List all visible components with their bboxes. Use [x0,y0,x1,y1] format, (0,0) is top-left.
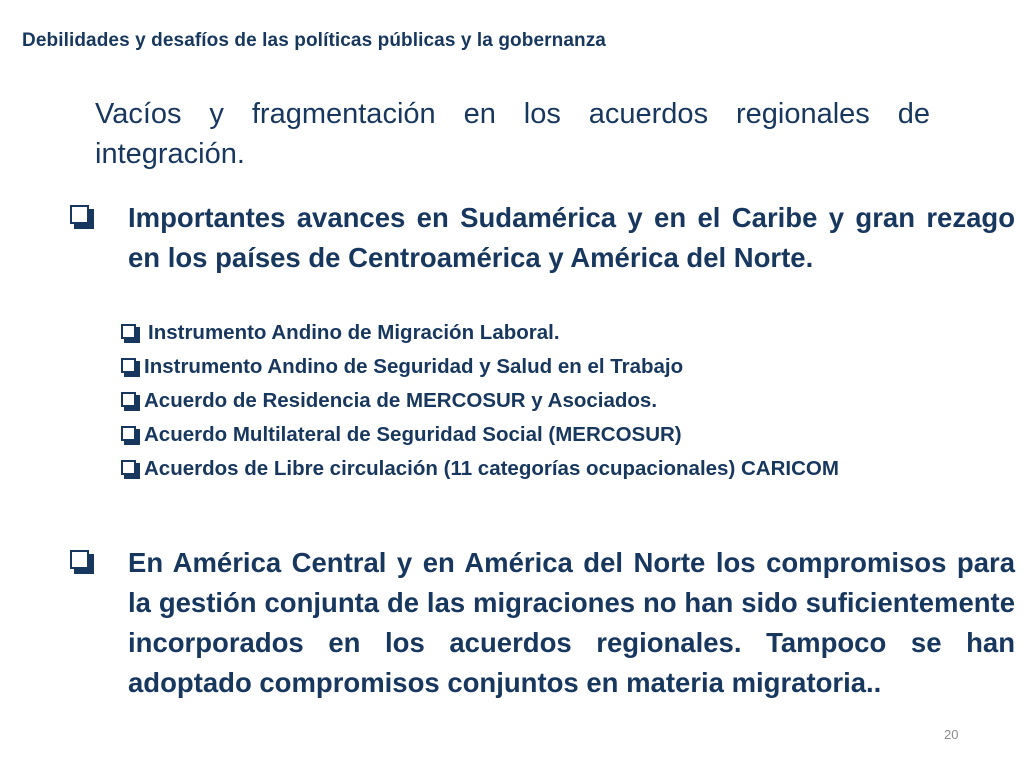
checkbox-square-icon [121,392,140,411]
sub-bullet-item [121,452,1001,486]
checkbox-square-icon [121,358,140,377]
sub-bullet-item [121,350,1001,384]
bullet-text: Importantes avances en Sudamérica y en el Caribe y gran rezago en los países de Centroamérica y América del Norte. [128,202,1015,273]
checkbox-square-icon [121,426,140,445]
bullet-item [70,198,1015,278]
page-number: 20 [944,727,959,742]
sub-bullet-item [121,316,1001,350]
sub-bullet-text: Acuerdo Multilateral de Seguridad Social (MERCOSUR) [144,423,682,446]
slide-header: Debilidades y desafíos de las políticas públicas y la gobernanza [22,30,606,51]
sub-bullet-text: Acuerdos de Libre circulación (11 categorías ocupacionales) CARICOM [144,457,839,480]
slide-subtitle: Vacíos y fragmentación en los acuerdos regionales de integración. [95,98,930,170]
checkbox-square-icon [70,550,94,574]
sub-bullet-text: Acuerdo de Residencia de MERCOSUR y Asociados. [144,389,658,412]
bullet-text: En América Central y en América del Norte los compromisos para la gestión conjunta de las migraciones no han sido suficientemente incorporados en los acuerdos regionales. Tampoco se han adoptado compromisos conjuntos en materia migratoria.. [128,547,1015,698]
checkbox-square-icon [121,460,140,479]
sub-bullet-item [121,384,1001,418]
bullet-item [70,543,1015,703]
sub-bullet-item [121,418,1001,452]
checkbox-square-icon [70,205,94,229]
checkbox-square-icon [121,324,140,343]
sub-bullet-text: Instrumento Andino de Migración Laboral. [148,321,560,344]
sub-bullet-list [121,316,1001,486]
sub-bullet-text: Instrumento Andino de Seguridad y Salud en el Trabajo [144,355,684,378]
